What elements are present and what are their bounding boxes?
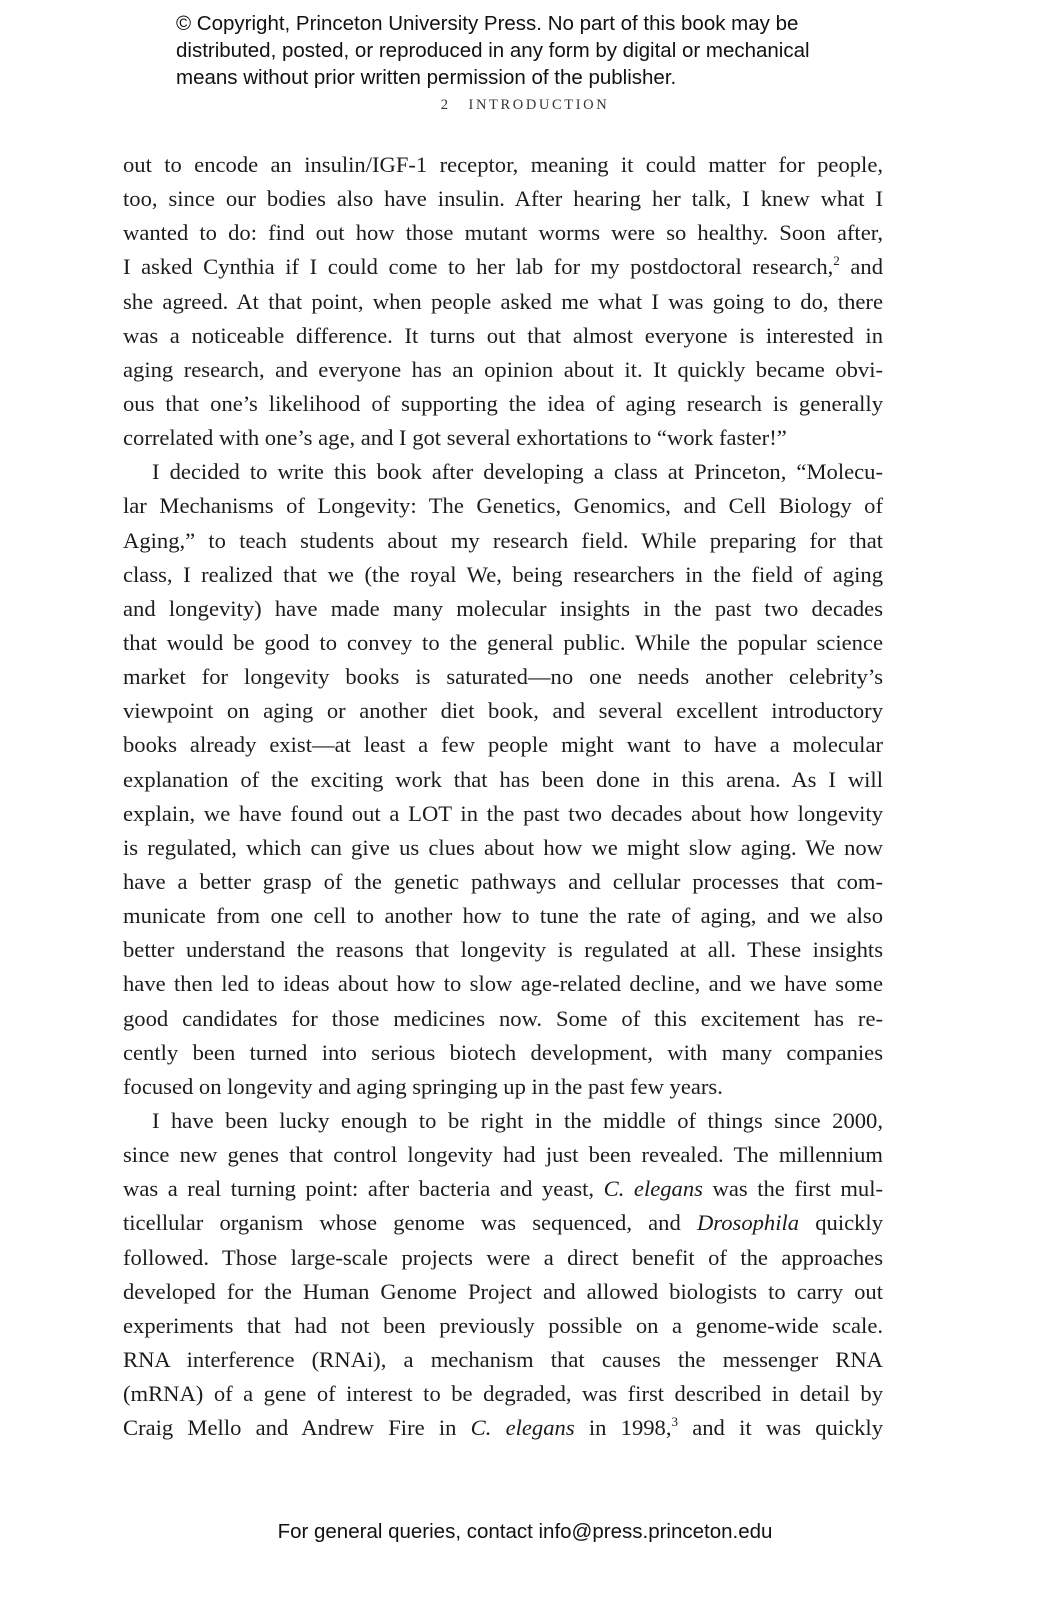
text-segment: explain, we have found out a LOT in the past two decades about how longevity — [123, 800, 883, 826]
text-line — [123, 1411, 883, 1445]
text-line — [123, 865, 883, 899]
chapter-title: INTRODUCTION — [468, 97, 610, 113]
text-segment: experiments that had not been previously possible on a genome-wide scale. — [123, 1312, 883, 1338]
text-segment: was the first mul- — [702, 1176, 883, 1202]
copyright-line: distributed, posted, or reproduced in any form by digital or mechanical — [176, 39, 810, 62]
text-segment: since new genes that control longevity had just been revealed. The millennium — [123, 1142, 883, 1168]
text-segment: better understand the reasons that longevity is regulated at all. These insights — [123, 937, 883, 963]
text-line — [123, 1002, 883, 1036]
page-number: 2 — [440, 97, 451, 113]
text-segment: correlated with one’s age, and I got several exhortations to “work faster!” — [123, 425, 787, 451]
text-segment: I decided to write this book after developing a class at Princeton, “Molecu- — [152, 459, 883, 485]
text-line — [123, 694, 883, 728]
text-line — [123, 899, 883, 933]
text-line — [123, 660, 883, 694]
text-segment: Aging,” to teach students about my research field. While preparing for that — [123, 527, 883, 553]
text-line — [123, 387, 883, 421]
text-segment: viewpoint on aging or another diet book, and several excellent introductory — [123, 698, 883, 724]
text-segment: class, I realized that we (the royal We, being researchers in the field of aging — [123, 561, 883, 587]
text-segment: focused on longevity and aging springing up in the past few years. — [123, 1073, 723, 1099]
italic-term: Drosophila — [696, 1210, 800, 1236]
text-line — [123, 763, 883, 797]
text-segment: and — [839, 254, 883, 280]
text-segment: Craig Mello and Andrew Fire in — [123, 1415, 471, 1441]
text-line — [123, 216, 883, 250]
text-line — [123, 1070, 883, 1104]
copyright-notice — [176, 10, 810, 91]
text-line — [123, 1036, 883, 1070]
text-line — [123, 933, 883, 967]
text-segment: ous that one’s likelihood of supporting the idea of aging research is generally — [123, 390, 883, 416]
text-segment: wanted to do: find out how those mutant worms were so healthy. Soon after, — [123, 220, 883, 246]
text-line — [123, 967, 883, 1001]
text-segment: quickly — [799, 1210, 884, 1236]
text-segment: followed. Those large-scale projects were a direct benefit of the approaches — [123, 1244, 883, 1270]
text-segment: developed for the Human Genome Project and allowed biologists to carry out — [123, 1278, 883, 1304]
text-segment: she agreed. At that point, when people asked me what I was going to do, there — [123, 288, 883, 314]
text-line — [123, 1309, 883, 1343]
copyright-line: © Copyright, Princeton University Press. No part of this book may be — [176, 12, 799, 35]
text-segment: in 1998, — [574, 1415, 672, 1441]
text-line — [123, 592, 883, 626]
text-segment: books already exist—at least a few people might want to have a molecular — [123, 732, 883, 758]
text-line — [123, 1104, 883, 1138]
text-line — [123, 1241, 883, 1275]
body-text — [123, 148, 883, 1445]
text-segment: have a better grasp of the genetic pathways and cellular processes that com- — [123, 868, 883, 894]
text-segment: is regulated, which can give us clues about how we might slow aging. We now — [123, 834, 883, 860]
italic-term: C. elegans — [470, 1415, 575, 1441]
text-line — [123, 285, 883, 319]
text-segment: have then led to ideas about how to slow age-related decline, and we have some — [123, 971, 883, 997]
text-line — [123, 1206, 883, 1240]
footnote-ref: 3 — [671, 1414, 678, 1430]
running-head — [0, 97, 1050, 114]
text-line — [123, 421, 883, 455]
text-segment: ticellular organism whose genome was sequenced, and — [123, 1210, 697, 1236]
text-line — [123, 455, 883, 489]
text-segment: municate from one cell to another how to tune the rate of aging, and we also — [123, 903, 883, 929]
text-segment: aging research, and everyone has an opinion about it. It quickly became obvi- — [123, 356, 883, 382]
text-line — [123, 524, 883, 558]
text-segment: explanation of the exciting work that has been done in this arena. As I will — [123, 766, 883, 792]
text-line — [123, 558, 883, 592]
text-segment: I have been lucky enough to be right in the middle of things since 2000, — [152, 1107, 883, 1133]
text-line — [123, 1275, 883, 1309]
footnote-ref: 2 — [833, 253, 840, 269]
copyright-line: means without prior written permission of the publisher. — [176, 66, 677, 89]
text-line — [123, 1377, 883, 1411]
text-line — [123, 489, 883, 523]
text-segment: (mRNA) of a gene of interest to be degraded, was first described in detail by — [123, 1381, 883, 1407]
text-segment: I asked Cynthia if I could come to her lab for my postdoctoral research, — [123, 254, 834, 280]
text-segment: too, since our bodies also have insulin. After hearing her talk, I knew what I — [123, 186, 883, 212]
text-segment: RNA interference (RNAi), a mechanism that causes the messenger RNA — [123, 1346, 883, 1372]
text-segment: out to encode an insulin/IGF-1 receptor, meaning it could matter for people, — [123, 152, 883, 177]
text-line — [123, 182, 883, 216]
text-line — [123, 1343, 883, 1377]
text-line — [123, 353, 883, 387]
text-segment: was a noticeable difference. It turns out that almost everyone is interested in — [123, 322, 883, 348]
text-line — [123, 148, 883, 182]
text-line — [123, 831, 883, 865]
text-segment: was a real turning point: after bacteria and yeast, — [123, 1176, 604, 1202]
text-segment: good candidates for those medicines now. Some of this excitement has re- — [123, 1005, 883, 1031]
text-segment: and it was quickly — [678, 1415, 883, 1441]
text-segment: and longevity) have made many molecular insights in the past two decades — [123, 595, 883, 621]
text-segment: cently been turned into serious biotech development, with many companies — [123, 1039, 883, 1065]
text-line — [123, 1172, 883, 1206]
text-line — [123, 250, 883, 284]
text-line — [123, 319, 883, 353]
text-line — [123, 797, 883, 831]
text-line — [123, 1138, 883, 1172]
italic-term: C. elegans — [603, 1176, 703, 1202]
text-segment: market for longevity books is saturated—no one needs another celebrity’s — [123, 664, 883, 690]
text-segment: that would be good to convey to the general public. While the popular science — [123, 629, 883, 655]
text-line — [123, 626, 883, 660]
text-segment: lar Mechanisms of Longevity: The Genetics, Genomics, and Cell Biology of — [123, 493, 883, 519]
text-line — [123, 728, 883, 762]
footer-contact: For general queries, contact info@press.princeton.edu — [277, 1520, 773, 1543]
